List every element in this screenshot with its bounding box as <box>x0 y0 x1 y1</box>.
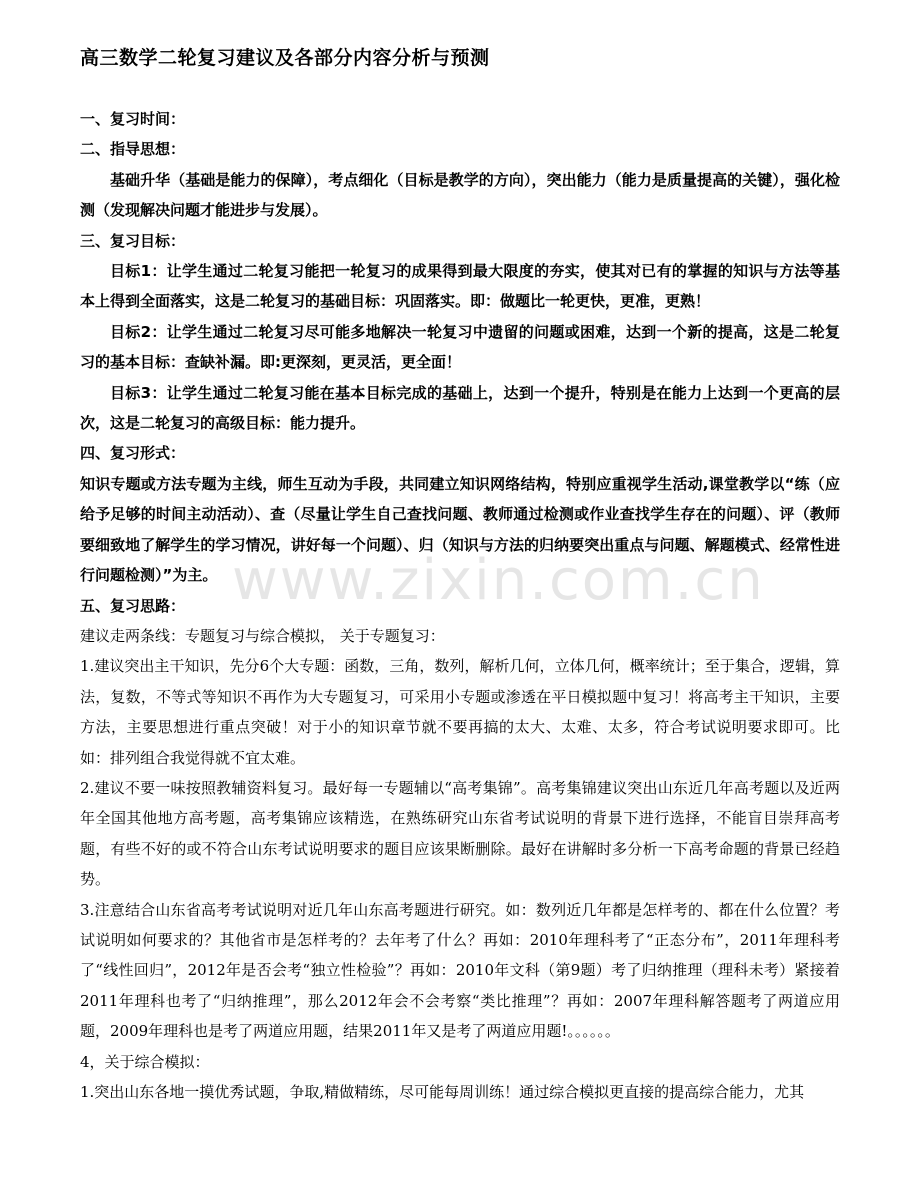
watermark: www.zixin.com.cn <box>232 548 765 613</box>
approach-item-1: 1.建议突出主干知识，先分6个大专题：函数，三角，数列，解析几何，立体几何，概率统计；至于集合，逻辑，算法，复数，不等式等知识不再作为大专题复习，可采用小专题或渗透在平日模拟题中复习！将高考主干知识，主要方法，主要思想进行重点突破！对于小的知识章节就不要再搞的太大、太难、太多，符合考试说明要求即可。比如：排列组合我觉得就不宜太难。 <box>80 657 840 767</box>
goal-1-text: 目标1：让学生通过二轮复习能把一轮复习的成果得到最大限度的夯实，使其对已有的掌握的知识与方法等基本上得到全面落实，这是二轮复习的基础目标：巩固落实。即：做题比一轮更快，更准，更熟！ <box>80 262 840 311</box>
approach-intro: 建议走两条线：专题复习与综合模拟， 关于专题复习： <box>80 626 445 645</box>
mock-exams-item-1: 1.突出山东各地一摸优秀试题，争取,精做精练，尽可能每周训练！通过综合模拟更直接的提高综合能力，尤其 <box>80 1083 805 1101</box>
document-body <box>80 104 840 1107</box>
approach-item-2: 2.建议不要一味按照教辅资料复习。最好每一专题辅以“高考集锦”。高考集锦建议突出山东近几年高考题以及近两年全国其他地方高考题，高考集锦应该精选，在熟练研究山东省考试说明的背景下进行选择，不能盲目崇拜高考题，有些不好的或不符合山东考试说明要求的题目应该果断删除。最好在讲解时多分析一下高考命题的背景已经趋势。 <box>80 778 840 889</box>
goal-3-text: 目标3：让学生通过二轮复习能在基本目标完成的基础上，达到一个提升，特别是在能力上达到一个更高的层次，这是二轮复习的高级目标：能力提升。 <box>80 383 840 433</box>
heading-review-form: 四、复习形式： <box>80 444 186 463</box>
heading-review-approach: 五、复习思路： <box>80 596 186 615</box>
goal-2-text: 目标2：让学生通过二轮复习尽可能多地解决一轮复习中遗留的问题或困难，达到一个新的提高，这是二轮复习的基本目标：查缺补漏。即:更深刻，更灵活，更全面！ <box>80 322 840 372</box>
heading-guiding-idea: 二、指导思想： <box>80 140 186 159</box>
heading-review-goals: 三、复习目标： <box>80 231 186 250</box>
document-page <box>80 44 840 1107</box>
review-form-text: 知识专题或方法专题为主线，师生互动为手段，共同建立知识网络结构，特别应重视学生活动,课堂教学以“练（应给予足够的时间主动活动）、查（尽量让学生自己查找问题、教师通过检测或作业查找学生存在的问题）、评（教师要细致地了解学生的学习情况，讲好每一个问题）、归（知识与方法的归纳要突出重点与问题、解题模式、经常性进行问题检测）”为主。 <box>80 474 840 585</box>
approach-item-3: 3.注意结合山东省高考考试说明对近几年山东高考题进行研究。如：数列近几年都是怎样考的、都在什么位置？考试说明如何要求的？其他省市是怎样考的？去年考了什么？再如：2010年理科考了“正态分布”，2011年理科考了“线性回归”，2012年是否会考“独立性检验”？再如：2010年文科（第9题）考了归纳推理（理科未考）紧接着2011年理科也考了“归纳推理”，那么2012年会不会考察“类比推理”？再如：2007年理科解答题考了两道应用题，2009年理科也是考了两道应用题，结果2011年又是考了两道应用题!。。。。。。 <box>80 900 840 1041</box>
heading-mock-exams: 4，关于综合模拟： <box>80 1052 210 1071</box>
guiding-idea-text: 基础升华（基础是能力的保障），考点细化（目标是教学的方向），突出能力（能力是质量提高的关键），强化检测（发现解决问题才能进步与发展）。 <box>80 170 840 220</box>
document-title: 高三数学二轮复习建议及各部分内容分析与预测 <box>80 47 490 69</box>
heading-review-time: 一、复习时间： <box>80 110 186 128</box>
